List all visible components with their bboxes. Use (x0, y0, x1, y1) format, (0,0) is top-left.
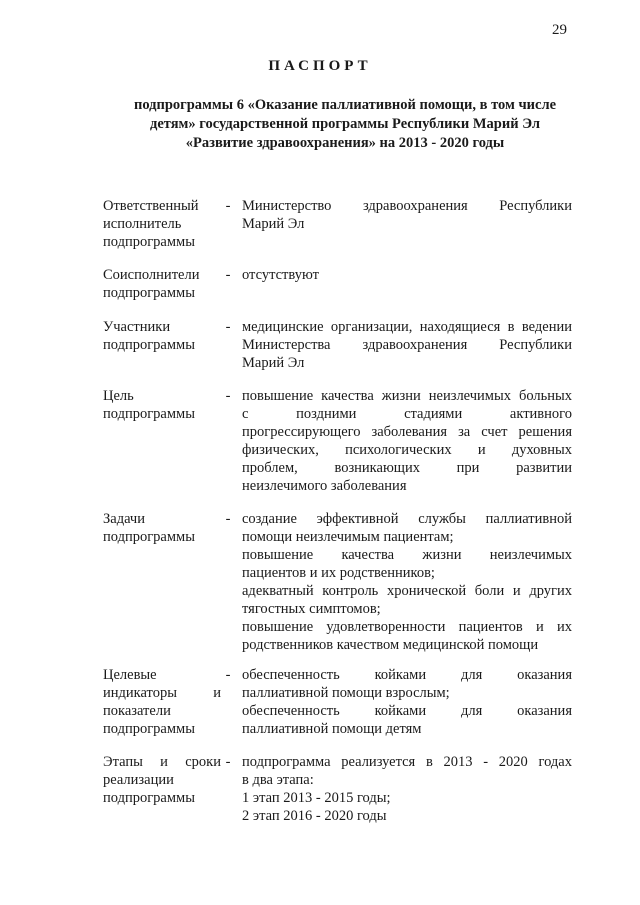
document-title: ПАСПОРТ (268, 58, 372, 74)
content-line: с поздними стадиями активного (242, 406, 572, 422)
label-line: подпрограммы (103, 529, 195, 545)
label-line: исполнитель (103, 216, 182, 232)
label-line: индикаторы и (103, 685, 221, 701)
content-line: подпрограмма реализуется в 2013 - 2020 годах (242, 754, 572, 770)
label-line: подпрограммы (103, 234, 195, 250)
row-dash: - (225, 319, 231, 335)
row-content (242, 387, 572, 495)
content-line: создание эффективной службы паллиативной (242, 511, 572, 527)
label-line: Соисполнители (103, 267, 200, 283)
label-line: Участники (103, 319, 171, 335)
row-content (242, 266, 572, 284)
content-line: тягостных симптомов; (242, 601, 381, 617)
content-line: повышение качества жизни неизлечимых больных (242, 388, 572, 404)
label-line: Ответственный (103, 198, 199, 214)
row-label (103, 753, 221, 807)
content-line: паллиативной помощи детям (242, 721, 422, 737)
subtitle-line: «Развитие здравоохранения» на 2013 - 2020 годы (185, 135, 505, 151)
content-line: обеспеченность койками для оказания (242, 667, 572, 683)
row-label (103, 666, 221, 738)
row-dash: - (225, 511, 231, 527)
row-label (103, 387, 221, 423)
row-content (242, 510, 572, 654)
content-line: адекватный контроль хронической боли и других (242, 583, 572, 599)
subtitle-line: детям» государственной программы Республики Марий Эл (150, 116, 540, 132)
subtitle-line: подпрограммы 6 «Оказание паллиативной помощи, в том числе (133, 97, 557, 113)
document-subtitle (110, 96, 580, 153)
content-line: физических, психологических и духовных (242, 442, 572, 458)
content-line: Марий Эл (242, 216, 305, 232)
label-line: Целевые (103, 667, 157, 683)
content-line: 2 этап 2016 - 2020 годы (242, 808, 387, 824)
content-line: повышение удовлетворенности пациентов и их (242, 619, 572, 635)
content-line: Марий Эл (242, 355, 305, 371)
content-line: помощи неизлечимым пациентам; (242, 529, 454, 545)
content-line: медицинские организации, находящиеся в ведении (242, 319, 572, 335)
label-line: подпрограммы (103, 790, 195, 806)
row-label (103, 318, 221, 354)
label-line: подпрограммы (103, 406, 195, 422)
content-line: паллиативной помощи взрослым; (242, 685, 450, 701)
content-line: 1 этап 2013 - 2015 годы; (242, 790, 391, 806)
label-line: реализации (103, 772, 174, 788)
row-content (242, 666, 572, 738)
label-line: подпрограммы (103, 337, 195, 353)
label-line: Задачи (103, 511, 145, 527)
row-content (242, 197, 572, 233)
row-dash: - (225, 388, 231, 404)
row-label (103, 510, 221, 546)
row-dash: - (225, 754, 231, 770)
row-content (242, 318, 572, 372)
label-line: показатели (103, 703, 171, 719)
row-dash: - (225, 198, 231, 214)
content-line: Министерство здравоохранения Республики (242, 198, 572, 214)
row-content (242, 753, 572, 825)
content-line: обеспеченность койками для оказания (242, 703, 572, 719)
row-label (103, 197, 221, 251)
content-line: проблем, возникающих при развитии (242, 460, 572, 476)
label-line: Цель (103, 388, 134, 404)
label-line: Этапы и сроки (103, 754, 221, 770)
label-line: подпрограммы (103, 285, 195, 301)
content-line: родственников качеством медицинской помощи (242, 637, 539, 653)
content-line: Министерства здравоохранения Республики (242, 337, 572, 353)
content-line: пациентов и их родственников; (242, 565, 435, 581)
row-dash: - (225, 667, 231, 683)
row-dash: - (225, 267, 231, 283)
content-line: повышение качества жизни неизлечимых (242, 547, 572, 563)
content-line: прогрессирующего заболевания за счет решения (242, 424, 572, 440)
page-number: 29 (552, 22, 567, 38)
content-line: неизлечимого заболевания (242, 478, 407, 494)
label-line: подпрограммы (103, 721, 195, 737)
content-line: отсутствуют (242, 267, 319, 283)
content-line: в два этапа: (242, 772, 314, 788)
row-label (103, 266, 221, 302)
